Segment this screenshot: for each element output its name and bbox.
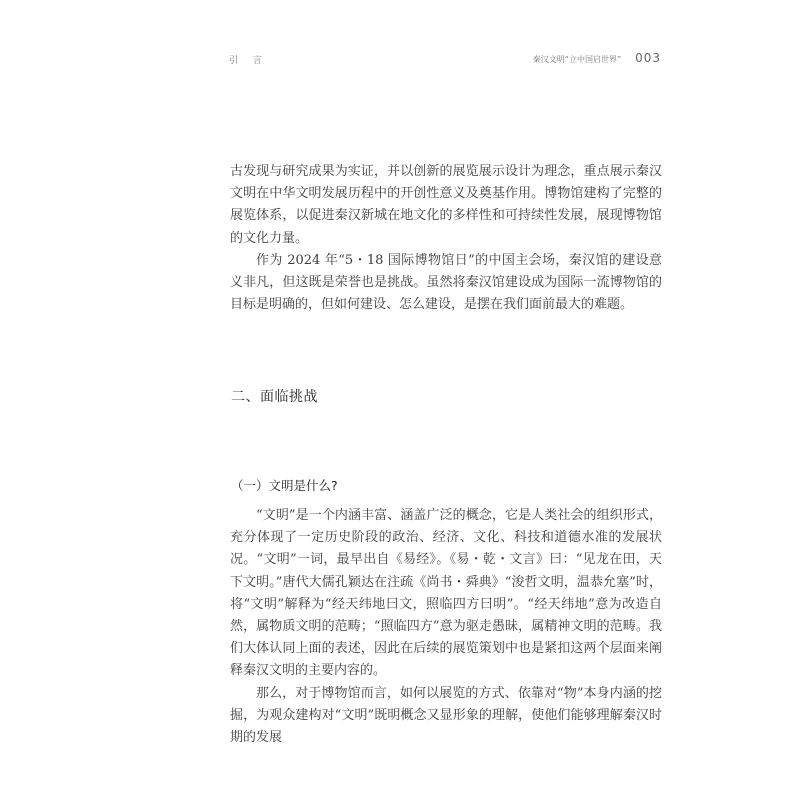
paragraph: 那么，对于博物馆而言，如何以展览的方式、依靠对“物”本身内涵的挖掘，为观众建构对“文明”既明概念又显形象的理解，使他们能够理解秦汉时期的发展 — [230, 685, 662, 746]
paragraph: 作为 2024 年“5・18 国际博物馆日”的中国主会场，秦汉馆的建设意义非凡，但这既是荣誉也是挑战。虽然将秦汉馆建设成为国际一流博物馆的目标是明确的，但如何建设、怎么建设，是摆在我们面前最大的难题。 — [230, 252, 662, 313]
page-number: 003 — [635, 51, 661, 65]
paragraph: 古发现与研究成果为实证，并以创新的展览展示设计为理念，重点展示秦汉文明在中华文明发展历程中的开创性意义及奠基作用。博物馆建构了完整的展览体系，以促进秦汉新城在地文化的多样性和可持续性发展，展现博物馆的文化力量。 — [230, 164, 662, 246]
subsection-text-block — [230, 505, 662, 749]
book-title: 秦汉文明“立中国启世界” — [532, 55, 622, 64]
intro-text-block — [230, 161, 662, 316]
section-heading: 二、面临挑战 — [231, 389, 318, 405]
subsection-heading: （一）文明是什么? — [231, 478, 338, 493]
header-right — [533, 51, 661, 65]
paragraph: “文明”是一个内涵丰富、涵盖广泛的概念，它是人类社会的组织形式，充分体现了一定历史阶段的政治、经济、文化、科技和道德水准的发展状况。“文明”一词，最早出自《易经》。《易・乾・文言》曰：“见龙在田，天下文明。”唐代大儒孔颖达在注疏《尚书・舜典》“浚哲文明，温恭允塞”时，将“文明”解释为“经天纬地曰文，照临四方曰明”。“经天纬地”意为改造自然，属物质文明的范畴；“照临四方”意为驱走愚昧，属精神文明的范畴。我们大体认同上面的表述，因此在后续的展览策划中也是紧扣这两个层面来阐释秦汉文明的主要内容的。 — [230, 508, 662, 679]
chapter-label: 引 言 — [229, 56, 268, 66]
running-header — [229, 51, 661, 67]
